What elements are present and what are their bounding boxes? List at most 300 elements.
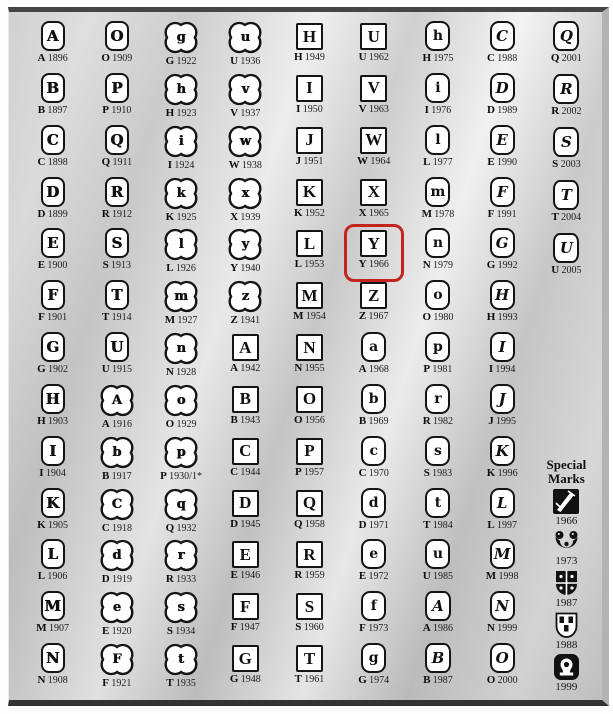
date-letter-label: E 1900 (37, 259, 68, 272)
date-letter-label: O 1980 (422, 311, 454, 324)
hallmark-cushion-mark (361, 539, 386, 569)
hallmark-shield-mark (105, 228, 129, 258)
date-letter-cell (342, 436, 405, 488)
date-letter-glyph: t (434, 494, 442, 511)
date-letter-glyph: f (370, 598, 377, 615)
date-letter-cell (149, 21, 212, 73)
date-letter-glyph: D (495, 78, 509, 97)
date-letter-cell (406, 488, 469, 540)
date-letter-cell (85, 332, 148, 384)
date-letter-cell (214, 228, 277, 280)
hallmark-cushion-mark (490, 539, 515, 569)
city-arms-shield-mark (555, 570, 578, 596)
date-letter-glyph: p (176, 444, 186, 460)
date-letter-label: K 1952 (294, 206, 325, 219)
date-letter-cell (471, 539, 534, 591)
hallmark-square-mark (296, 541, 323, 568)
date-letter-label: O 2000 (486, 674, 518, 687)
date-letter-label: Y 1940 (230, 262, 261, 275)
date-letter-cell (21, 384, 84, 436)
date-letter-label: A 1986 (422, 622, 454, 635)
date-letter-glyph: I (306, 78, 313, 98)
date-letter-label: U 2005 (551, 264, 582, 276)
date-letter-glyph: M (44, 597, 61, 616)
grid-column (149, 21, 212, 695)
date-letter-label: F 1901 (38, 311, 68, 324)
date-letter-label: F 1947 (230, 621, 260, 634)
date-letter-glyph: K (495, 441, 509, 460)
date-letter-cell (342, 384, 405, 436)
hallmark-square-mark (232, 645, 259, 672)
date-letter-label: I 1994 (488, 363, 516, 376)
date-letter-glyph: t (178, 652, 185, 668)
date-letter-glyph: b (368, 390, 379, 407)
date-letter-label: F 1921 (102, 677, 132, 690)
date-letter-label: S 2003 (552, 158, 581, 170)
date-letter-cell (85, 384, 148, 436)
hallmark-square-mark (232, 490, 259, 517)
date-letter-glyph: E (239, 544, 251, 564)
date-letter-label: B 1917 (102, 469, 132, 482)
date-letter-label: N 1955 (294, 362, 325, 375)
date-letter-label: S 1913 (102, 259, 132, 272)
date-letter-label: N 1999 (487, 622, 518, 635)
date-letter-glyph: S (111, 234, 123, 253)
hallmark-square-mark (232, 386, 259, 413)
hallmark-quatrefoil-mark (162, 177, 200, 210)
date-letter-cell (85, 125, 148, 177)
date-letter-glyph: T (111, 286, 123, 305)
hallmark-shield-mark (41, 384, 65, 414)
date-letter-glyph: J (305, 130, 314, 150)
date-letter-glyph: G (46, 338, 60, 357)
date-letter-label: O 1956 (294, 413, 325, 426)
hallmark-shield-mark (41, 125, 65, 155)
date-letter-glyph: O (495, 649, 509, 668)
date-letter-cell (214, 539, 277, 591)
date-letter-cell (149, 73, 212, 125)
date-letter-cell (21, 488, 84, 540)
date-letter-cell (535, 21, 598, 74)
date-letter-glyph: N (495, 597, 509, 616)
hallmark-cushion-mark (361, 643, 386, 673)
date-letter-label: X 1939 (230, 210, 261, 223)
hallmark-square-mark (296, 75, 323, 102)
date-letter-label: M 1907 (36, 622, 69, 635)
special-mark-year: 1987 (555, 596, 578, 609)
date-letter-glyph: C (111, 496, 122, 512)
date-letter-glyph: Q (559, 27, 573, 45)
hallmark-shield-mark (41, 643, 65, 673)
date-letter-cell (278, 177, 341, 229)
date-letter-cell (342, 125, 405, 177)
hallmark-quatrefoil-mark (226, 177, 264, 210)
hallmark-cushion-mark (425, 539, 450, 569)
special-mark (555, 612, 578, 651)
date-letter-label: Q 1911 (101, 155, 133, 168)
date-letter-label: Q 1932 (165, 521, 197, 534)
hallmark-square-mark (296, 282, 323, 309)
hallmark-octagon-mark (553, 21, 579, 51)
date-letter-label: C 1970 (358, 466, 389, 479)
special-mark (555, 570, 578, 609)
date-letter-cell (342, 488, 405, 540)
hallmark-octagon-mark (553, 127, 579, 157)
special-marks-list (553, 486, 580, 693)
hallmark-shield-mark (41, 280, 65, 310)
date-letter-glyph: h (176, 81, 186, 97)
date-letter-cell (149, 177, 212, 229)
date-letter-label: X 1965 (358, 206, 389, 219)
hallmark-square-mark (232, 541, 259, 568)
grid-column (406, 21, 469, 695)
date-letter-glyph: i (435, 79, 441, 96)
eec-fishes-mark (553, 530, 580, 554)
grid-column (342, 21, 405, 695)
date-letter-cell (471, 332, 534, 384)
date-letter-label: C 1944 (230, 465, 261, 478)
date-letter-label: G 1948 (229, 673, 261, 686)
date-letter-glyph: A (432, 597, 444, 616)
date-letter-glyph: r (434, 390, 442, 407)
date-letter-glyph: o (433, 287, 443, 304)
date-letter-cell (149, 539, 212, 591)
hallmark-cushion-mark (490, 591, 515, 621)
date-letter-label: G 1992 (486, 259, 518, 272)
date-letter-glyph: A (46, 27, 59, 45)
hallmark-quatrefoil-mark (162, 643, 200, 676)
date-letter-glyph: G (495, 234, 509, 253)
grid-column (471, 21, 534, 695)
hallmark-cushion-mark (490, 21, 515, 51)
date-letter-label: H 1903 (37, 414, 69, 427)
date-letter-glyph: A (239, 337, 252, 357)
date-letter-glyph: C (496, 27, 509, 45)
date-letter-glyph: B (239, 389, 251, 409)
date-letter-glyph: T (560, 186, 572, 204)
hallmark-cushion-mark (361, 384, 386, 414)
date-letter-glyph: s (177, 600, 185, 616)
date-letter-cell (214, 177, 277, 229)
date-letter-glyph: B (46, 78, 59, 97)
hallmark-square-mark (296, 230, 323, 257)
date-letter-glyph: b (112, 444, 122, 460)
date-letter-label: R 1933 (165, 573, 197, 586)
date-letter-glyph: C (239, 441, 252, 461)
hallmark-cushion-mark (490, 177, 515, 207)
metal-plate-background (8, 7, 609, 706)
date-letter-cell (406, 384, 469, 436)
date-letter-label: C 1918 (101, 521, 132, 534)
date-letter-glyph: g (176, 30, 186, 45)
date-letter-cell (535, 233, 598, 286)
date-letter-cell (406, 228, 469, 280)
date-letter-label: O 1929 (165, 417, 197, 430)
hallmark-cushion-mark (490, 643, 515, 673)
date-letter-label: G 1902 (37, 363, 69, 376)
date-letter-cell (406, 436, 469, 488)
date-letter-cell (149, 436, 212, 488)
hallmark-cushion-mark (425, 21, 450, 51)
date-letter-label: D 1971 (358, 518, 389, 531)
date-letter-glyph: l (435, 131, 441, 148)
date-letter-cell (214, 384, 277, 436)
date-letter-cell (471, 488, 534, 540)
hallmark-square-mark (296, 334, 323, 361)
hallmark-quatrefoil-mark (162, 384, 200, 417)
date-letter-cell (471, 384, 534, 436)
hallmark-cushion-mark (425, 280, 450, 310)
date-letter-cell (278, 228, 341, 280)
date-letter-label: M 1978 (421, 207, 455, 220)
hallmark-quatrefoil-mark (162, 591, 200, 624)
date-letter-label: S 1983 (423, 466, 453, 479)
date-letter-glyph: s (433, 442, 442, 459)
date-letter-glyph: K (302, 182, 317, 202)
date-letter-cell (21, 73, 84, 125)
date-letter-label: L 1926 (166, 262, 196, 275)
hallmark-octagon-mark (425, 591, 451, 621)
date-letter-label: B 1969 (358, 414, 389, 427)
grid-column (278, 21, 341, 695)
date-letter-cell (214, 125, 277, 177)
hallmark-cushion-mark (425, 384, 450, 414)
date-letter-label: M 1927 (164, 314, 198, 327)
hallmark-quatrefoil-mark (98, 384, 136, 417)
hallmark-quatrefoil-mark (162, 332, 200, 365)
date-letter-glyph: S (560, 133, 572, 151)
date-letter-label: T 1914 (102, 311, 132, 324)
date-letter-cell (278, 384, 341, 436)
date-letter-cell (342, 643, 405, 695)
hallmark-cushion-mark (361, 488, 386, 518)
date-letter-glyph: Q (110, 130, 124, 149)
hallmark-quatrefoil-mark (98, 436, 136, 469)
hallmark-quatrefoil-mark (226, 228, 264, 261)
date-letter-glyph: C (46, 130, 59, 149)
date-letter-cell (21, 436, 84, 488)
date-letter-glyph: I (498, 338, 506, 357)
date-letter-glyph: U (559, 239, 573, 257)
date-letter-label: A 1896 (37, 52, 68, 64)
hallmark-shield-mark (41, 228, 65, 258)
date-letter-cell (21, 332, 84, 384)
date-letter-label: Z 1941 (230, 314, 261, 327)
hallmark-shield-mark (105, 21, 129, 51)
date-letter-label: V 1937 (230, 106, 261, 119)
date-letter-glyph: U (367, 26, 380, 46)
hallmark-quatrefoil-mark (162, 228, 200, 261)
date-letter-glyph: V (367, 78, 380, 98)
date-letter-label: P 1957 (294, 465, 324, 478)
date-letter-label: L 1977 (423, 155, 453, 168)
hallmark-square-mark (296, 386, 323, 413)
date-letter-cell (149, 228, 212, 280)
date-letter-glyph: S (304, 596, 315, 616)
date-letter-label: D 1919 (101, 573, 132, 586)
date-letter-cell (21, 591, 84, 643)
date-letter-label: N 1928 (165, 366, 197, 379)
date-letter-label: E 1972 (358, 570, 389, 583)
date-letter-glyph: L (496, 493, 508, 512)
date-letter-cell (214, 21, 277, 73)
date-letter-glyph: K (46, 493, 60, 512)
date-letter-cell (342, 228, 405, 280)
grid-column (535, 21, 598, 695)
date-letter-label: N 1979 (422, 259, 454, 272)
date-letter-cell (535, 127, 598, 180)
date-letter-label: H 1993 (486, 311, 518, 324)
hallmark-square-mark (296, 593, 323, 620)
date-letter-cell (342, 21, 405, 73)
hallmark-square-mark (296, 179, 323, 206)
special-mark (554, 654, 579, 693)
date-letter-glyph: X (367, 182, 380, 202)
date-letter-label: D 1945 (230, 517, 261, 530)
date-letter-glyph: g (368, 650, 379, 667)
date-letter-glyph: H (302, 26, 317, 46)
millennium-shield-mark (555, 612, 578, 638)
date-letter-glyph: P (111, 78, 123, 97)
date-letter-label: B 1987 (423, 674, 453, 687)
date-letter-glyph: n (176, 341, 186, 357)
date-letter-label: C 1988 (487, 52, 518, 64)
date-letter-label: A 1916 (101, 417, 132, 430)
date-letter-glyph: p (433, 339, 443, 356)
date-letter-glyph: N (303, 337, 316, 357)
date-letter-glyph: c (369, 442, 378, 459)
hallmark-cushion-mark (425, 436, 450, 466)
date-letter-glyph: B (431, 649, 445, 668)
date-letter-label: K 1905 (37, 518, 69, 531)
hallmark-square-mark (232, 593, 259, 620)
date-letter-cell (471, 21, 534, 73)
date-letter-label: J 1995 (488, 414, 517, 427)
hallmark-quatrefoil-mark (226, 280, 264, 313)
date-letter-cell (278, 436, 341, 488)
date-letter-cell (21, 643, 84, 695)
date-letter-glyph: m (430, 183, 446, 200)
date-letter-cell (21, 539, 84, 591)
hallmark-quatrefoil-mark (98, 643, 136, 676)
hallmark-quatrefoil-mark (162, 125, 200, 158)
date-letter-glyph: H (45, 389, 60, 408)
hallmark-cushion-mark (490, 73, 515, 103)
hallmark-square-mark (296, 490, 323, 517)
date-letter-glyph: H (495, 286, 510, 305)
date-letter-cell (214, 280, 277, 332)
date-letter-cell (149, 488, 212, 540)
date-letter-label: K 1925 (165, 210, 197, 223)
date-letter-glyph: E (496, 130, 508, 149)
hallmark-shield-mark (41, 177, 65, 207)
date-letter-cell (278, 332, 341, 384)
hallmark-square-mark (360, 75, 387, 102)
hallmark-grid (21, 21, 598, 695)
date-letter-label: D 1899 (37, 207, 68, 220)
date-letter-cell (21, 177, 84, 229)
date-letter-glyph: e (112, 600, 121, 616)
hallmark-shield-mark (105, 332, 129, 362)
date-letter-glyph: Q (302, 493, 317, 513)
date-letter-label: C 1898 (37, 155, 68, 168)
sword-of-light-mark (553, 489, 579, 514)
date-letter-glyph: i (178, 133, 184, 149)
hallmark-cushion-mark (425, 177, 450, 207)
date-letter-glyph: O (110, 27, 124, 45)
date-letter-cell (85, 436, 148, 488)
date-letter-cell (149, 280, 212, 332)
special-marks-section (535, 458, 598, 695)
date-letter-glyph: x (241, 185, 250, 201)
date-letter-cell (214, 591, 277, 643)
date-letter-label: L 1906 (37, 570, 68, 583)
hallmark-square-mark (232, 438, 259, 465)
date-letter-cell (471, 177, 534, 229)
hallmark-quatrefoil-mark (162, 436, 200, 469)
grid-column (85, 21, 148, 695)
date-letter-glyph: D (46, 182, 60, 201)
date-letter-cell (406, 539, 469, 591)
special-mark (553, 530, 580, 567)
date-letter-label: T 1984 (423, 518, 453, 531)
hallmark-quatrefoil-mark (162, 73, 200, 106)
special-mark-year: 1973 (555, 554, 578, 567)
date-letter-cell (471, 125, 534, 177)
date-letter-glyph: k (176, 185, 186, 201)
date-letter-cell (85, 177, 148, 229)
date-letter-label: Q 2001 (550, 52, 582, 64)
date-letter-label: E 1990 (487, 155, 517, 168)
date-letter-cell (278, 539, 341, 591)
hallmark-cushion-mark (361, 332, 386, 362)
date-letter-glyph: F (240, 596, 251, 616)
hallmark-shield-mark (41, 488, 65, 518)
date-letter-cell (21, 21, 84, 73)
date-letter-cell (278, 488, 341, 540)
hallmark-shield-mark (41, 436, 65, 466)
date-letter-glyph: N (45, 649, 60, 668)
date-letter-glyph: r (177, 548, 185, 564)
date-letter-label: I 1924 (167, 158, 195, 171)
date-letter-cell (85, 539, 148, 591)
hallmark-octagon-mark (553, 74, 579, 104)
hallmark-cushion-mark (361, 591, 386, 621)
date-letter-cell (406, 125, 469, 177)
date-letter-cell (406, 280, 469, 332)
date-letter-label: U 1985 (422, 570, 454, 583)
date-letter-label: L 1953 (294, 258, 325, 271)
hallmark-square-mark (360, 127, 387, 154)
hallmark-cushion-mark (490, 488, 515, 518)
date-letter-cell (342, 177, 405, 229)
date-letter-glyph: u (240, 30, 250, 45)
date-letter-glyph: L (303, 233, 316, 253)
hallmark-square-mark (296, 23, 323, 50)
date-letter-glyph: D (239, 493, 252, 513)
date-letter-cell (21, 280, 84, 332)
date-letter-cell (278, 125, 341, 177)
date-letter-glyph: v (241, 81, 250, 97)
grid-column (21, 21, 84, 695)
hallmark-octagon-mark (553, 180, 579, 210)
date-letter-label: J 1951 (295, 154, 324, 167)
hallmark-octagon-mark (553, 233, 579, 263)
hallmark-cushion-mark (490, 436, 515, 466)
hallmark-cushion-mark (490, 332, 515, 362)
grid-column (214, 21, 277, 695)
hallmark-quatrefoil-mark (226, 125, 264, 158)
